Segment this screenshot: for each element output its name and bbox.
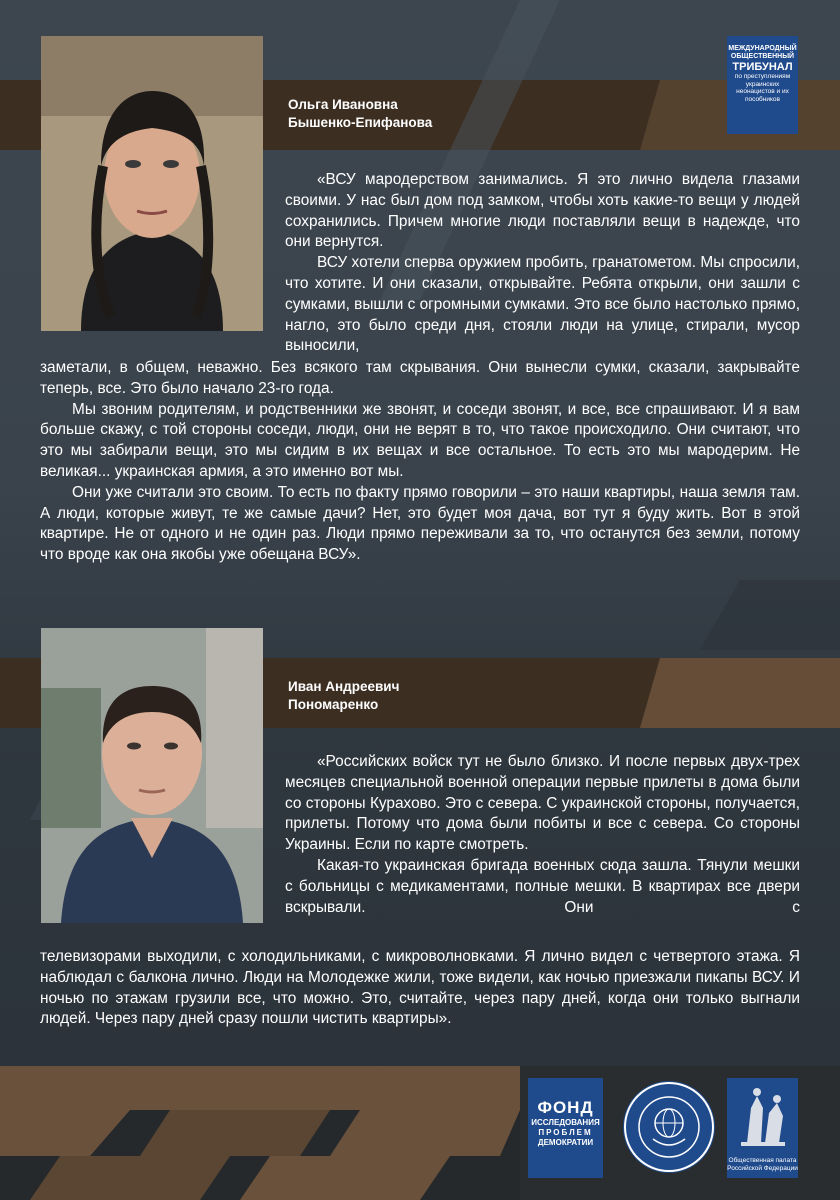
person2-name <box>288 678 399 714</box>
compatriots-fund-logo <box>623 1081 715 1173</box>
fund-logo <box>528 1078 603 1178</box>
person2-quote-bottom <box>40 947 800 1030</box>
quote-paragraph: телевизорами выходили, с холодильниками, с микроволновками. Я лично видел с четвертого этажа. Я наблюдал с балкона лично. Люди на Молодежке жили, тоже видели, как ночью приезжали пикапы ВСУ. И ночью по этажам грузили все, что можно. Это, считайте, через пару дней, когда они только выгнали людей. Через пару дней сразу пошли чистить квартиры». <box>40 948 800 1028</box>
quote-paragraph: Мы звоним родителям, и родственники же звонят, и соседи звонят, и все, все спрашивают. И я вам больше скажу, с той стороны соседи, люди, они не верят в то, что такое происходило. Они считают, что это мы забирали вещи, это мы сидим в их вещах и все остальное. То есть это мы мародерим. Не великая... украинская армия, а это именно вот мы. <box>40 400 800 480</box>
tribunal-line3: ТРИБУНАЛ <box>732 61 793 73</box>
globe-emblem-icon <box>623 1081 715 1173</box>
quote-paragraph: «ВСУ мародерством занимались. Я это лично видела глазами своими. У нас был дом под замком, чтобы хоть какие-то вещи у людей сохранились. Причем многие люди поставляли вещи в надежде, что они вернутся. <box>285 171 800 251</box>
person2-name-line2: Пономаренко <box>288 697 379 712</box>
person2-name-line1: Иван Андреевич <box>288 679 400 694</box>
quote-paragraph: «Российских войск тут не было близко. И после первых двух-трех месяцев специальной военной операции первые прилеты в дома были со стороны Курахово. Это с севера. С украинской стороны, получается, прилеты. Потому что дома были побиты и все с севера. Со стороны Украины. Если по карте смотреть. <box>285 753 800 854</box>
tribunal-line2: ОБЩЕСТВЕННЫЙ <box>730 53 795 60</box>
public-chamber-logo <box>727 1078 798 1178</box>
person1-name-line1: Ольга Ивановна <box>288 97 398 112</box>
person2-photo <box>41 628 263 923</box>
person1-name-line2: Бышенко-Епифанова <box>288 115 433 130</box>
tribunal-line4: по преступлениям украинских неонацистов и их пособников <box>734 73 791 103</box>
quote-paragraph: Какая-то украинская бригада военных сюда зашла. Тянули мешки с больницы с медикаментами, полные мешки. В квартирах все двери вскрывали. Они с <box>285 856 800 916</box>
quote-paragraph: ВСУ хотели сперва оружием пробить, гранатометом. Мы спросили, что хотите. И они сказали, открывайте. Ребята открыли, они зашли с сумками, вышли с огромными сумками. Это все было настолько прямо, нагло, это было среди дня, стояли люди на улице, стирали, мусор выносили, <box>285 254 800 355</box>
fund-logo-line3: ПРОБЛЕМ <box>538 1128 593 1137</box>
fund-logo-line4: ДЕМОКРАТИИ <box>537 1138 594 1147</box>
quote-paragraph: Они уже считали это своим. То есть по факту прямо говорили – это наши квартиры, наша земля там. А люди, которые живут, те же самые дачи? Нет, это будет моя дача, вот тут я буду жить. Вот в этой квартире. Не от одного и не один раз. Люди прямо переживали за то, что останутся без земли, потому что вроде как она якобы уже обещана ВСУ». <box>40 483 800 564</box>
tribunal-logo <box>727 36 798 134</box>
tribunal-line1: МЕЖДУНАРОДНЫЙ <box>728 45 797 52</box>
portrait-woman-image <box>41 36 263 331</box>
fund-logo-title: ФОНД <box>537 1098 594 1117</box>
person1-quote-bottom <box>40 358 800 566</box>
person1-photo <box>41 36 263 331</box>
portrait-man-image <box>41 628 263 923</box>
monument-emblem-icon <box>727 1078 798 1148</box>
person2-quote-top <box>285 752 800 918</box>
chamber-logo-text: Общественная палата Российской Федерации <box>727 1157 798 1172</box>
quote-paragraph: заметали, в общем, неважно. Без всякого там скрывания. Они вынесли сумки, сказали, закрывайте теперь, все. Это было начало 23-го года. <box>40 359 800 397</box>
person1-quote-top <box>285 170 800 357</box>
person1-name <box>288 96 432 132</box>
fund-logo-line2: ИССЛЕДОВАНИЯ <box>531 1118 600 1127</box>
